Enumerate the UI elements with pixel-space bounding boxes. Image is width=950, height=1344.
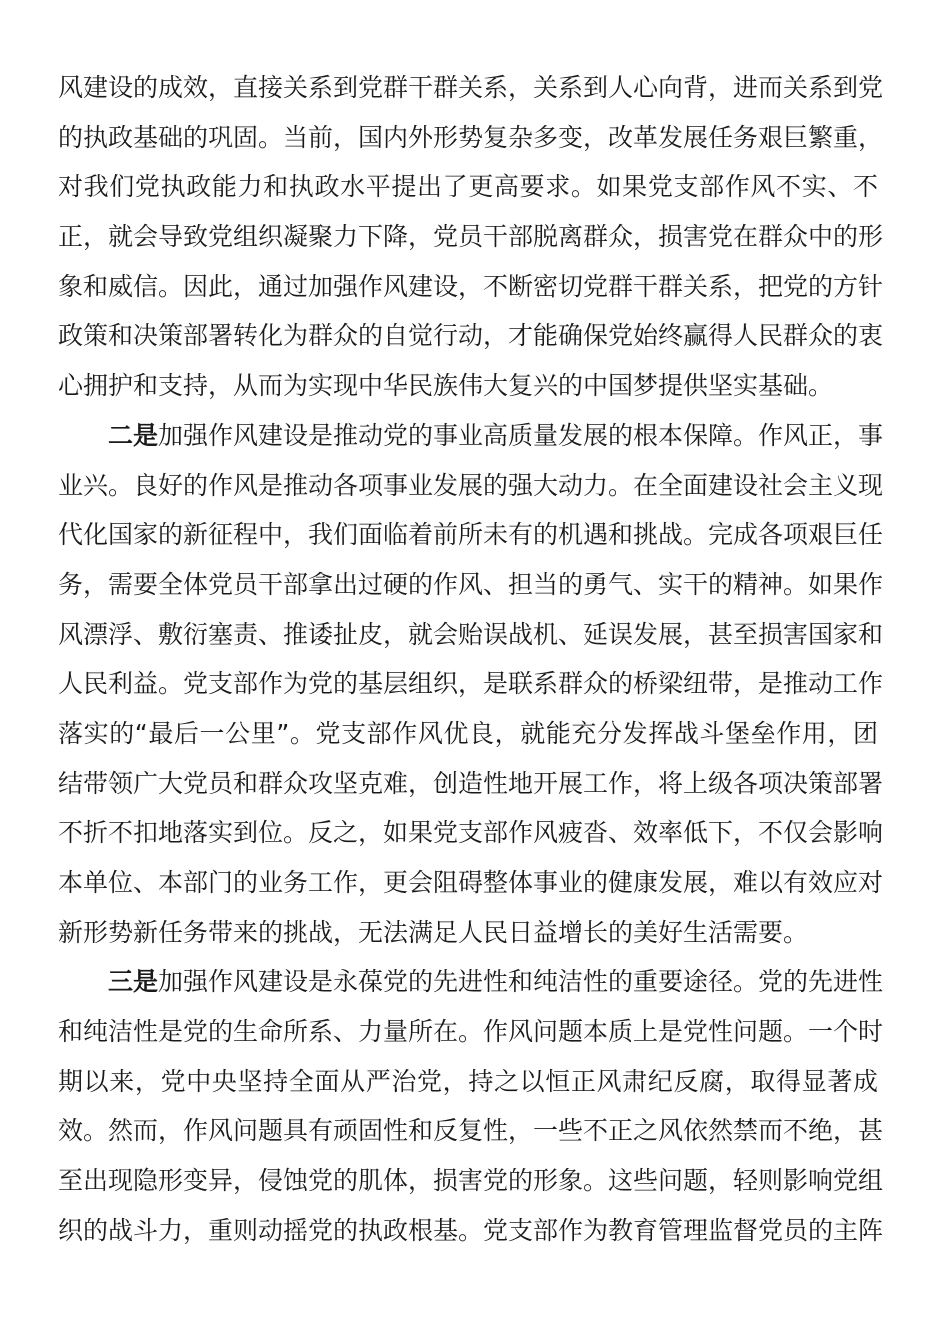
text-line: 新形势新任务带来的挑战，无法满足人民日益增长的美好生活需要。 <box>58 917 809 947</box>
text-line: 正，就会导致党组织凝聚力下降，党员干部脱离群众，损害党在群众中的形 <box>58 222 884 252</box>
text-line: 结带领广大党员和群众攻坚克难，创造性地开展工作，将上级各项决策部署 <box>58 768 884 798</box>
text-line: 对我们党执政能力和执政水平提出了更高要求。如果党支部作风不实、不 <box>58 172 878 202</box>
text-line: 织的战斗力，重则动摇党的执政根基。党支部作为教育管理监督党员的主阵 <box>58 1215 884 1245</box>
paragraph-2 <box>58 411 884 958</box>
text-line: 期以来，党中央坚持全面从严治党，持之以恒正风肃纪反腐，取得显著成 <box>58 1066 878 1096</box>
text-line: 不折不扣地落实到位。反之，如果党支部作风疲沓、效率低下，不仅会影响 <box>58 818 884 848</box>
text-line: 落实的“最后一公里”。党支部作风优良，就能充分发挥战斗堡垒作用，团 <box>58 718 878 748</box>
text-line: 政策和决策部署转化为群众的自觉行动，才能确保党始终赢得人民群众的衷 <box>58 321 884 351</box>
text-line: 业兴。良好的作风是推动各项事业发展的强大动力。在全面建设社会主义现 <box>58 470 884 500</box>
paragraph-lead: 二是 <box>108 420 159 450</box>
text-line: 人民利益。党支部作为党的基层组织，是联系群众的桥梁纽带，是推动工作 <box>58 669 884 699</box>
text-line <box>58 957 884 1007</box>
text-line: 风漂浮、敷衍塞责、推诿扯皮，就会贻误战机、延误发展，甚至损害国家和 <box>58 619 884 649</box>
text-line: 至出现隐形变异，侵蚀党的肌体，损害党的形象。这些问题，轻则影响党组 <box>58 1166 884 1196</box>
text-line: 心拥护和支持，从而为实现中华民族伟大复兴的中国梦提供坚实基础。 <box>58 371 834 401</box>
text-line: 象和威信。因此，通过加强作风建设，不断密切党群干群关系，把党的方针 <box>58 271 884 301</box>
text-line: 本单位、本部门的业务工作，更会阻碍整体事业的健康发展，难以有效应对 <box>58 868 884 897</box>
text-line: 和纯洁性是党的生命所系、力量所在。作风问题本质上是党性问题。一个时 <box>58 1017 884 1047</box>
text-line-content: 加强作风建设是推动党的事业高质量发展的根本保障。作风正，事 <box>158 420 884 450</box>
text-line <box>58 411 884 461</box>
document-body <box>58 63 884 1256</box>
text-line-content: 加强作风建设是永葆党的先进性和纯洁性的重要途径。党的先进性 <box>158 967 884 997</box>
paragraph-lead: 三是 <box>108 967 159 997</box>
text-line: 代化国家的新征程中，我们面临着前所未有的机遇和挑战。完成各项艰巨任 <box>58 520 884 550</box>
text-line: 务，需要全体党员干部拿出过硬的作风、担当的勇气、实干的精神。如果作 <box>58 569 884 599</box>
text-line: 效。然而，作风问题具有顽固性和反复性，一些不正之风依然禁而不绝，甚 <box>58 1116 884 1146</box>
paragraph-3 <box>58 957 884 1255</box>
paragraph-1 <box>58 63 884 411</box>
text-line: 风建设的成效，直接关系到党群干群关系，关系到人心向背，进而关系到党 <box>58 73 884 102</box>
text-line: 的执政基础的巩固。当前，国内外形势复杂多变，改革发展任务艰巨繁重， <box>58 122 884 152</box>
